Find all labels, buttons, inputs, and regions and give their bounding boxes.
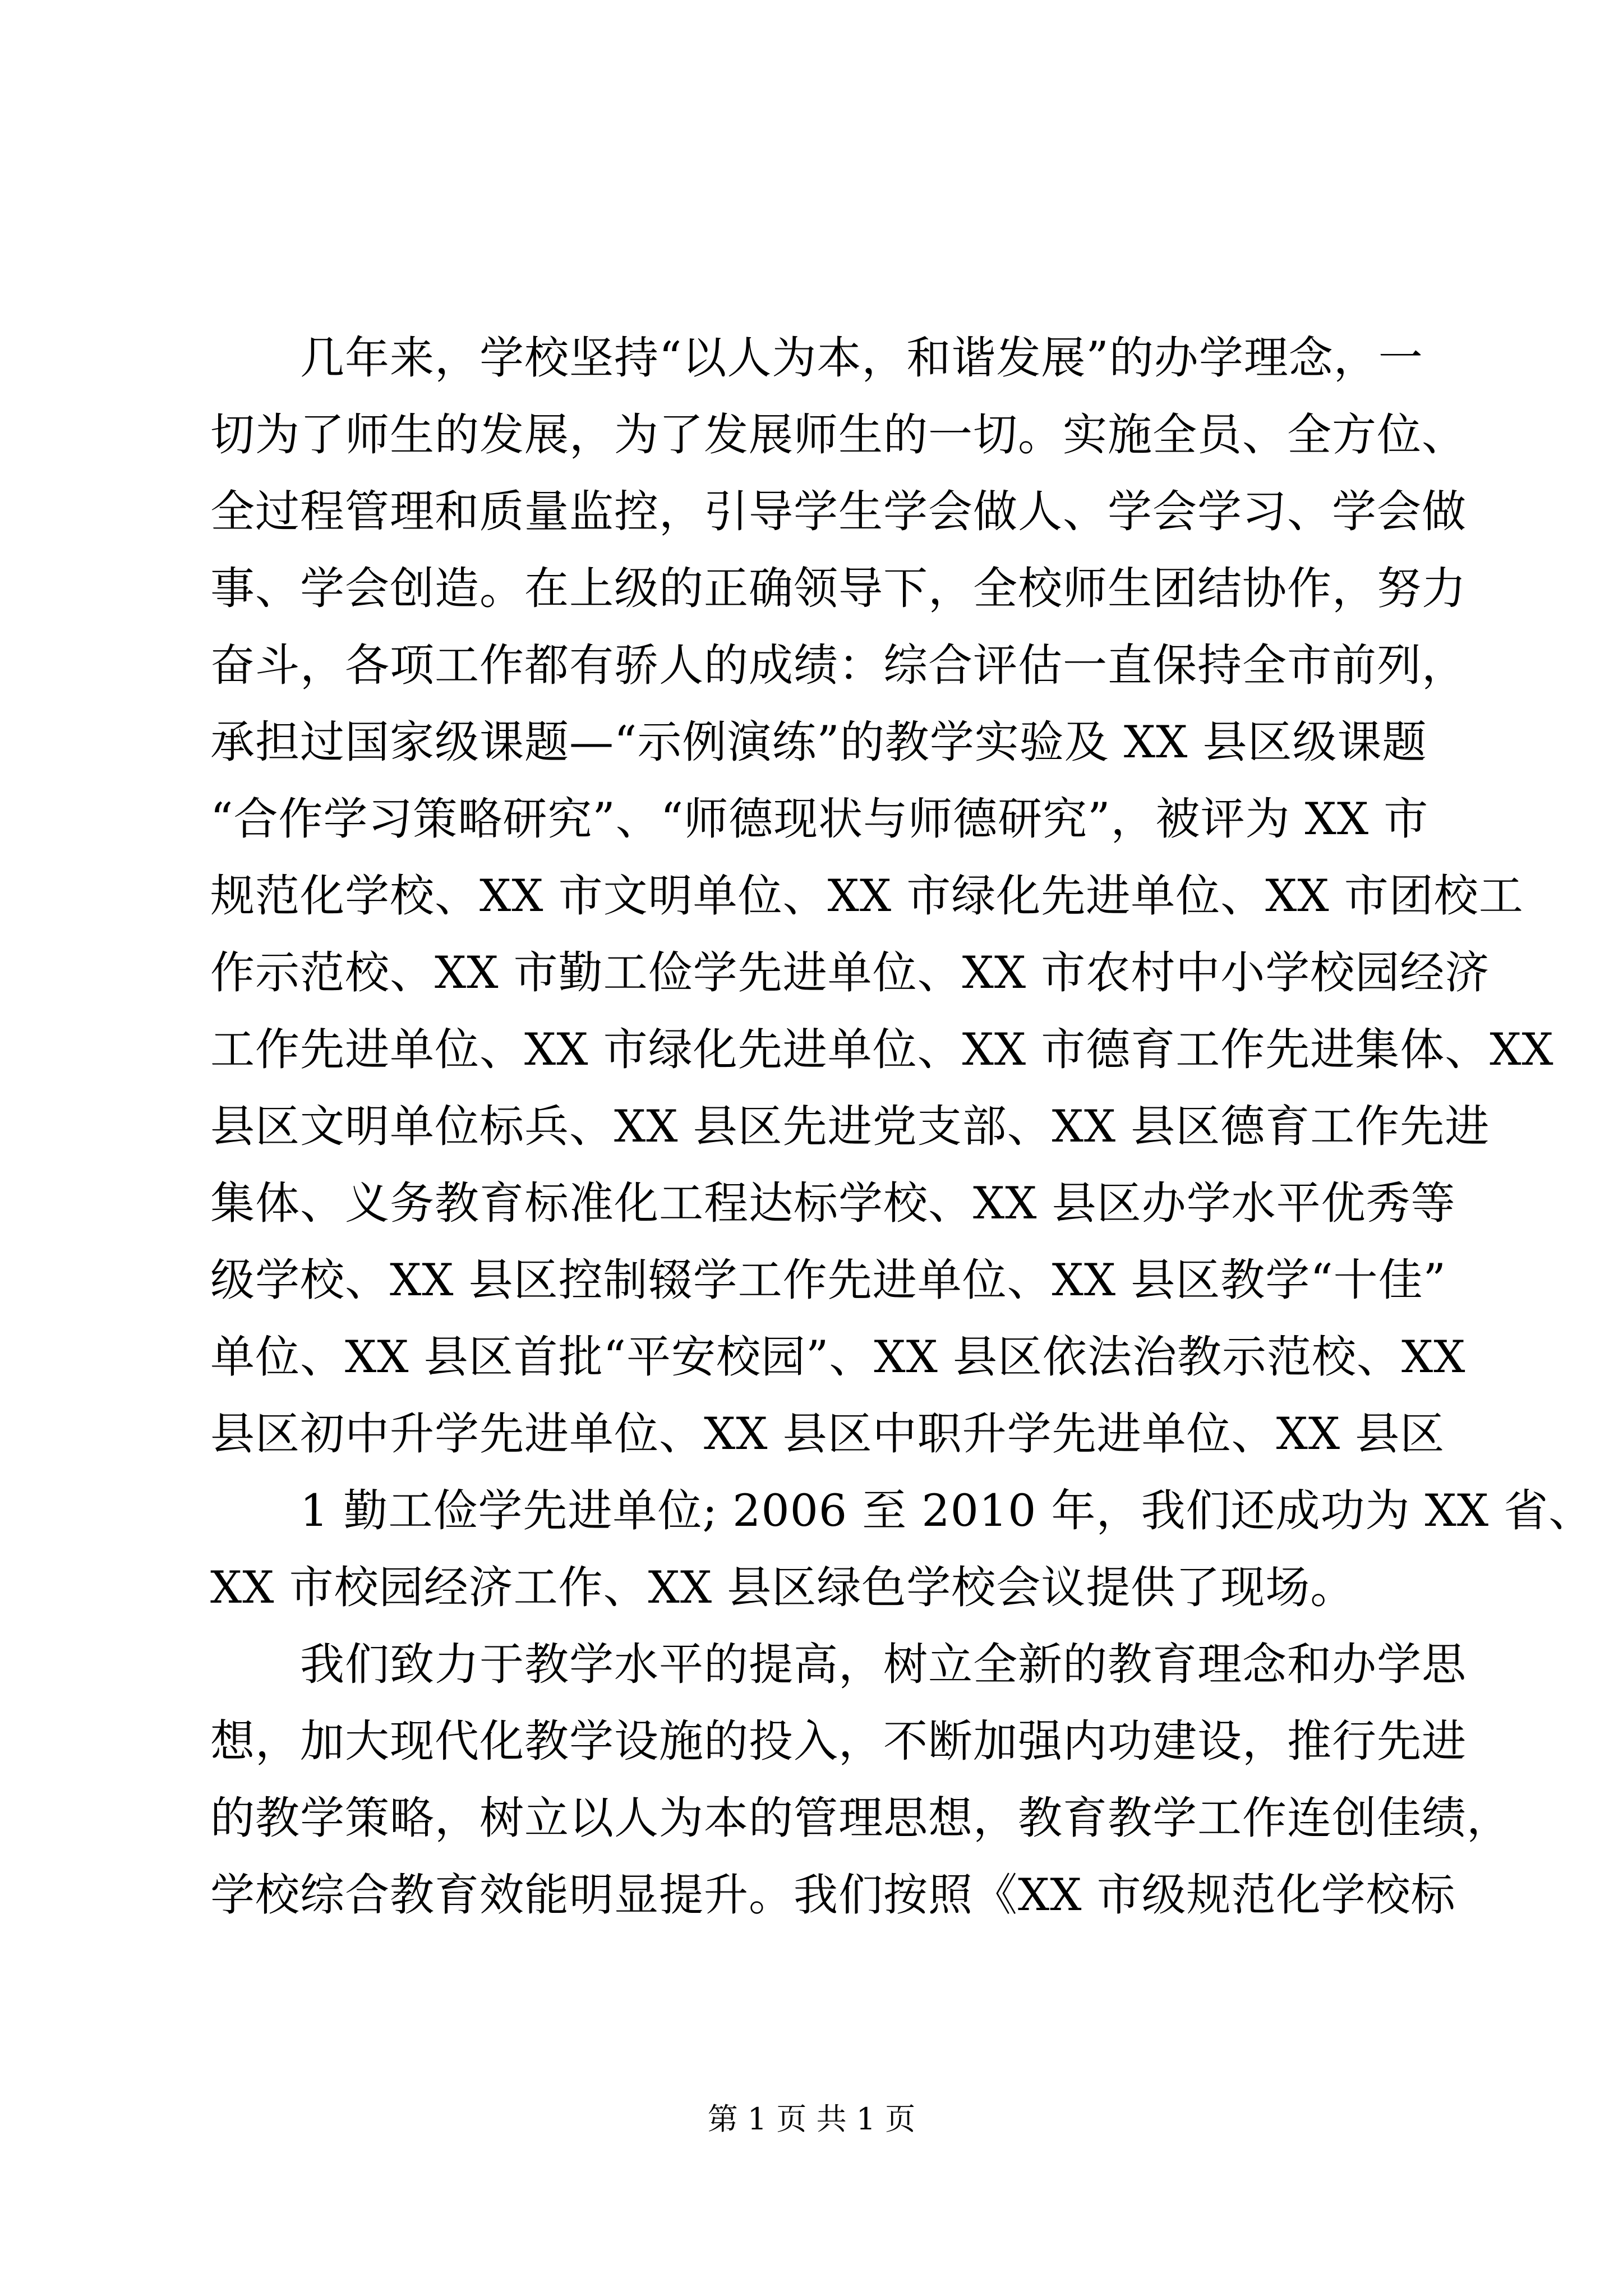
text-line: 工作先进单位、XX 市绿化先进单位、XX 市德育工作先进集体、XX (210, 1024, 1554, 1075)
text-line: 承担过国家级课题—“示例演练”的教学实验及 XX 县区级课题 (210, 716, 1427, 768)
text-line: 学校综合教育效能明显提升。我们按照《XX 市级规范化学校标 (210, 1869, 1456, 1921)
text-line: 想，加大现代化教学设施的投入，不断加强内功建设，推行先进 (210, 1715, 1467, 1767)
text-line: 我们致力于教学水平的提高，树立全新的教育理念和办学思 (210, 1639, 1467, 1690)
text-line: 县区初中升学先进单位、XX 县区中职升学先进单位、XX 县区 (210, 1408, 1445, 1460)
text-line: 奋斗，各项工作都有骄人的成绩：综合评估一直保持全市前列， (210, 639, 1467, 691)
text-line: 切为了师生的发展，为了发展师生的一切。实施全员、全方位、 (210, 409, 1467, 461)
page-number-footer: 第 1 页 共 1 页 (707, 2101, 916, 2137)
text-line: “合作学习策略研究”、“师德现状与师德研究”，被评为 XX 市 (210, 793, 1429, 845)
text-line: 县区文明单位标兵、XX 县区先进党支部、XX 县区德育工作先进 (210, 1101, 1490, 1152)
text-line: 集体、义务教育标准化工程达标学校、XX 县区办学水平优秀等 (210, 1177, 1456, 1229)
text-line: 级学校、XX 县区控制辍学工作先进单位、XX 县区教学“十佳” (210, 1254, 1446, 1306)
text-line: 事、学会创造。在上级的正确领导下，全校师生团结协作，努力 (210, 563, 1467, 614)
text-line: 1 勤工俭学先进单位; 2006 至 2010 年，我们还成功为 XX 省、 (210, 1485, 1594, 1536)
text-line: 的教学策略，树立以人为本的管理思想，教育教学工作连创佳绩， (210, 1792, 1511, 1844)
text-line: 规范化学校、XX 市文明单位、XX 市绿化先进单位、XX 市团校工 (210, 870, 1524, 922)
text-line: 单位、XX 县区首批“平安校园”、XX 县区依法治教示范校、XX (210, 1331, 1466, 1383)
text-line: 全过程管理和质量监控，引导学生学会做人、学会学习、学会做 (210, 486, 1467, 537)
text-line: 作示范校、XX 市勤工俭学先进单位、XX 市农村中小学校园经济 (210, 947, 1490, 999)
text-line: XX 市校园经济工作、XX 县区绿色学校会议提供了现场。 (210, 1562, 1355, 1613)
text-line: 几年来，学校坚持“以人为本，和谐发展”的办学理念，一 (210, 332, 1423, 384)
